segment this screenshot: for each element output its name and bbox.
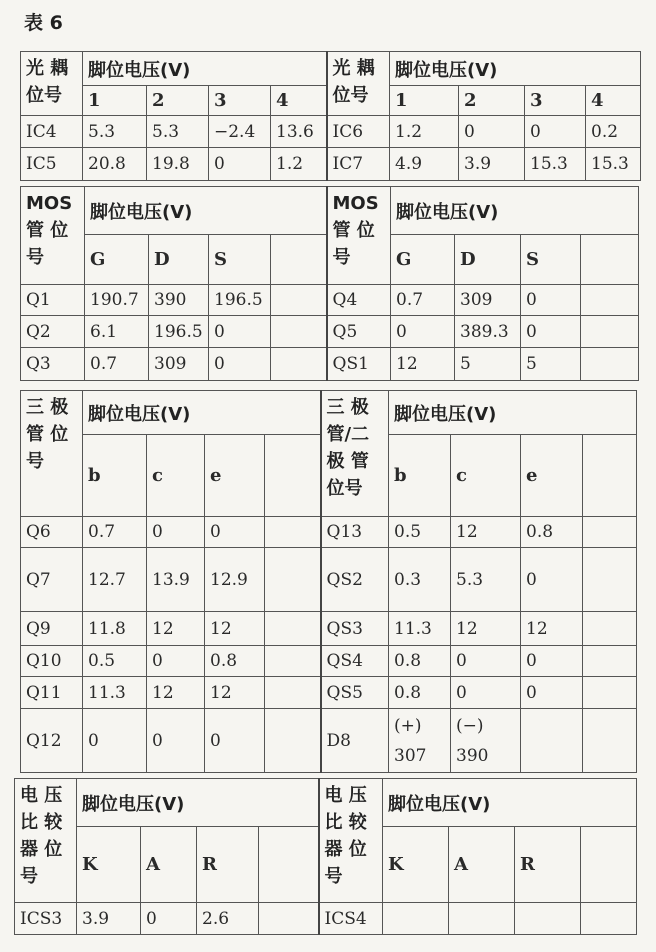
empty-cell (265, 709, 321, 773)
voltage-cell: 309 (149, 348, 209, 381)
voltage-cell: 13.6 (271, 116, 327, 148)
component-id: QS1 (327, 348, 391, 381)
voltage-cell: −2.4 (209, 116, 271, 148)
component-id: D8 (321, 709, 389, 773)
voltage-cell: 0 (209, 316, 271, 348)
voltage-cell: 12 (147, 677, 205, 709)
voltage-cell: (−) 390 (451, 709, 521, 773)
voltage-cell: 0.7 (85, 348, 149, 381)
empty-cell (271, 285, 327, 316)
empty-cell (581, 316, 639, 348)
pin-header: S (209, 235, 271, 285)
voltage-cell: 0 (521, 285, 581, 316)
voltage-cell (449, 903, 515, 935)
row-label-left: 光 耦 位号 (21, 52, 83, 116)
header-pin-voltage-right: 脚位电压(V) (390, 52, 641, 86)
voltage-cell: 0.5 (389, 517, 451, 548)
voltage-cell: 0 (521, 646, 583, 677)
voltage-cell: 0 (451, 677, 521, 709)
component-id: ICS4 (319, 903, 383, 935)
table-row (21, 316, 639, 348)
pin-header: e (521, 435, 583, 517)
table-row (21, 612, 637, 646)
component-id: Q7 (21, 548, 83, 612)
voltage-cell: 0.5 (83, 646, 147, 677)
table-row (21, 348, 639, 381)
row-label-left: 三 极 管 位 号 (21, 391, 83, 517)
voltage-cell: 0 (83, 709, 147, 773)
voltage-cell (383, 903, 449, 935)
voltage-cell: 0 (459, 116, 525, 148)
table-row (21, 148, 641, 181)
pin-header: 1 (390, 86, 459, 116)
voltage-cell: 13.9 (147, 548, 205, 612)
voltage-cell: 12 (451, 517, 521, 548)
pin-header: R (197, 827, 259, 903)
pin-header: K (383, 827, 449, 903)
pin-header: D (455, 235, 521, 285)
voltage-cell: 1.2 (271, 148, 327, 181)
row-label-left: MOS 管 位 号 (21, 187, 85, 285)
empty-cell (583, 646, 637, 677)
voltage-cell: 0 (205, 517, 265, 548)
pin-header: 3 (209, 86, 271, 116)
voltage-cell: 15.3 (525, 148, 586, 181)
voltage-cell: 2.6 (197, 903, 259, 935)
voltage-cell: 11.3 (389, 612, 451, 646)
pin-header: b (389, 435, 451, 517)
voltage-cell: 0.8 (521, 517, 583, 548)
voltage-cell: 0 (521, 548, 583, 612)
voltage-cell: 0.3 (389, 548, 451, 612)
voltage-cell: 389.3 (455, 316, 521, 348)
pin-header: A (141, 827, 197, 903)
voltage-cell: 0 (391, 316, 455, 348)
header-pin-voltage-left: 脚位电压(V) (77, 779, 319, 827)
pin-header: G (85, 235, 149, 285)
voltage-cell: 0 (451, 646, 521, 677)
voltage-cell: 196.5 (149, 316, 209, 348)
empty-cell (259, 827, 319, 903)
voltage-cell: 0.8 (389, 646, 451, 677)
header-pin-voltage-right: 脚位电压(V) (391, 187, 639, 235)
component-id: Q4 (327, 285, 391, 316)
voltage-cell: 12 (391, 348, 455, 381)
voltage-cell: 0.2 (586, 116, 641, 148)
voltage-cell: 5 (455, 348, 521, 381)
table-row (15, 903, 637, 935)
table-row (21, 517, 637, 548)
pin-header: 3 (525, 86, 586, 116)
empty-cell (583, 517, 637, 548)
component-id: IC6 (327, 116, 390, 148)
pin-header: D (149, 235, 209, 285)
pin-header: K (77, 827, 141, 903)
voltage-cell: 12 (205, 612, 265, 646)
component-id: Q13 (321, 517, 389, 548)
table-row (21, 285, 639, 316)
voltage-cell: 0 (209, 348, 271, 381)
voltage-cell: 15.3 (586, 148, 641, 181)
empty-cell (271, 348, 327, 381)
voltage-cell: 0 (525, 116, 586, 148)
component-id: Q6 (21, 517, 83, 548)
empty-cell (581, 235, 639, 285)
voltage-cell: 3.9 (459, 148, 525, 181)
voltage-cell: 0 (147, 646, 205, 677)
pin-header: G (391, 235, 455, 285)
table-row (21, 709, 637, 773)
voltage-cell: 12 (521, 612, 583, 646)
empty-cell (581, 827, 637, 903)
empty-cell (583, 677, 637, 709)
voltage-cell: 11.3 (83, 677, 147, 709)
header-pin-voltage-left: 脚位电压(V) (83, 391, 321, 435)
voltage-cell: 5.3 (83, 116, 147, 148)
empty-cell (581, 903, 637, 935)
voltage-cell: 0 (147, 517, 205, 548)
pin-header: c (451, 435, 521, 517)
comparator-table (14, 778, 637, 935)
empty-cell (583, 612, 637, 646)
voltage-cell: 0 (521, 677, 583, 709)
empty-cell (581, 285, 639, 316)
component-id: IC4 (21, 116, 83, 148)
empty-cell (271, 316, 327, 348)
empty-cell (581, 348, 639, 381)
voltage-cell: 190.7 (85, 285, 149, 316)
header-pin-voltage-left: 脚位电压(V) (85, 187, 327, 235)
component-id: Q5 (327, 316, 391, 348)
voltage-cell: 12.7 (83, 548, 147, 612)
pin-header: A (449, 827, 515, 903)
voltage-cell: 0 (521, 316, 581, 348)
row-label-right: 电 压 比 较 器 位 号 (319, 779, 383, 903)
component-id: QS3 (321, 612, 389, 646)
empty-cell (583, 709, 637, 773)
component-id: Q1 (21, 285, 85, 316)
voltage-cell: 5.3 (451, 548, 521, 612)
empty-cell (265, 435, 321, 517)
voltage-cell: 390 (149, 285, 209, 316)
component-id: IC5 (21, 148, 83, 181)
voltage-cell: 12 (451, 612, 521, 646)
voltage-cell: 5.3 (147, 116, 209, 148)
header-pin-voltage-right: 脚位电压(V) (389, 391, 637, 435)
component-id: IC7 (327, 148, 390, 181)
voltage-cell: 0 (141, 903, 197, 935)
voltage-cell: 1.2 (390, 116, 459, 148)
table-row (21, 646, 637, 677)
transistor-table (20, 390, 637, 773)
voltage-cell: 0 (147, 709, 205, 773)
empty-cell (583, 548, 637, 612)
row-label-right: 光 耦 位号 (327, 52, 390, 116)
voltage-cell (515, 903, 581, 935)
pin-header: e (205, 435, 265, 517)
table-row (21, 677, 637, 709)
mosfet-table (20, 186, 639, 381)
voltage-cell: 12 (205, 677, 265, 709)
voltage-cell: 11.8 (83, 612, 147, 646)
pin-header: c (147, 435, 205, 517)
voltage-cell (521, 709, 583, 773)
empty-cell (265, 612, 321, 646)
component-id: Q11 (21, 677, 83, 709)
voltage-cell: 12 (147, 612, 205, 646)
voltage-cell: 309 (455, 285, 521, 316)
table-row (21, 548, 637, 612)
pin-header: S (521, 235, 581, 285)
pin-header: 1 (83, 86, 147, 116)
pin-header: 2 (459, 86, 525, 116)
header-pin-voltage-left: 脚位电压(V) (83, 52, 327, 86)
empty-cell (259, 903, 319, 935)
voltage-cell: 5 (521, 348, 581, 381)
component-id: Q2 (21, 316, 85, 348)
component-id: QS5 (321, 677, 389, 709)
component-id: Q3 (21, 348, 85, 381)
component-id: Q10 (21, 646, 83, 677)
component-id: QS4 (321, 646, 389, 677)
voltage-cell: 3.9 (77, 903, 141, 935)
voltage-cell: 0 (209, 148, 271, 181)
component-id: Q9 (21, 612, 83, 646)
header-pin-voltage-right: 脚位电压(V) (383, 779, 637, 827)
component-id: ICS3 (15, 903, 77, 935)
empty-cell (265, 548, 321, 612)
table-row (21, 116, 641, 148)
pin-header: 4 (586, 86, 641, 116)
voltage-cell: 0.7 (83, 517, 147, 548)
voltage-cell: (+) 307 (389, 709, 451, 773)
empty-cell (265, 517, 321, 548)
voltage-cell: 12.9 (205, 548, 265, 612)
row-label-left: 电 压 比 较 器 位 号 (15, 779, 77, 903)
pin-header: b (83, 435, 147, 517)
voltage-cell: 6.1 (85, 316, 149, 348)
voltage-cell: 4.9 (390, 148, 459, 181)
empty-cell (265, 646, 321, 677)
table-title: 表 6 (24, 12, 63, 34)
voltage-cell: 20.8 (83, 148, 147, 181)
row-label-right: 三 极 管/二 极 管 位号 (321, 391, 389, 517)
voltage-cell: 0 (205, 709, 265, 773)
voltage-cell: 0.8 (205, 646, 265, 677)
optocoupler-table (20, 51, 641, 181)
voltage-cell: 196.5 (209, 285, 271, 316)
component-id: Q12 (21, 709, 83, 773)
voltage-cell: 0.7 (391, 285, 455, 316)
pin-header: 4 (271, 86, 327, 116)
row-label-right: MOS 管 位 号 (327, 187, 391, 285)
pin-header: R (515, 827, 581, 903)
component-id: QS2 (321, 548, 389, 612)
empty-cell (583, 435, 637, 517)
empty-cell (265, 677, 321, 709)
voltage-cell: 19.8 (147, 148, 209, 181)
voltage-cell: 0.8 (389, 677, 451, 709)
pin-header: 2 (147, 86, 209, 116)
empty-cell (271, 235, 327, 285)
